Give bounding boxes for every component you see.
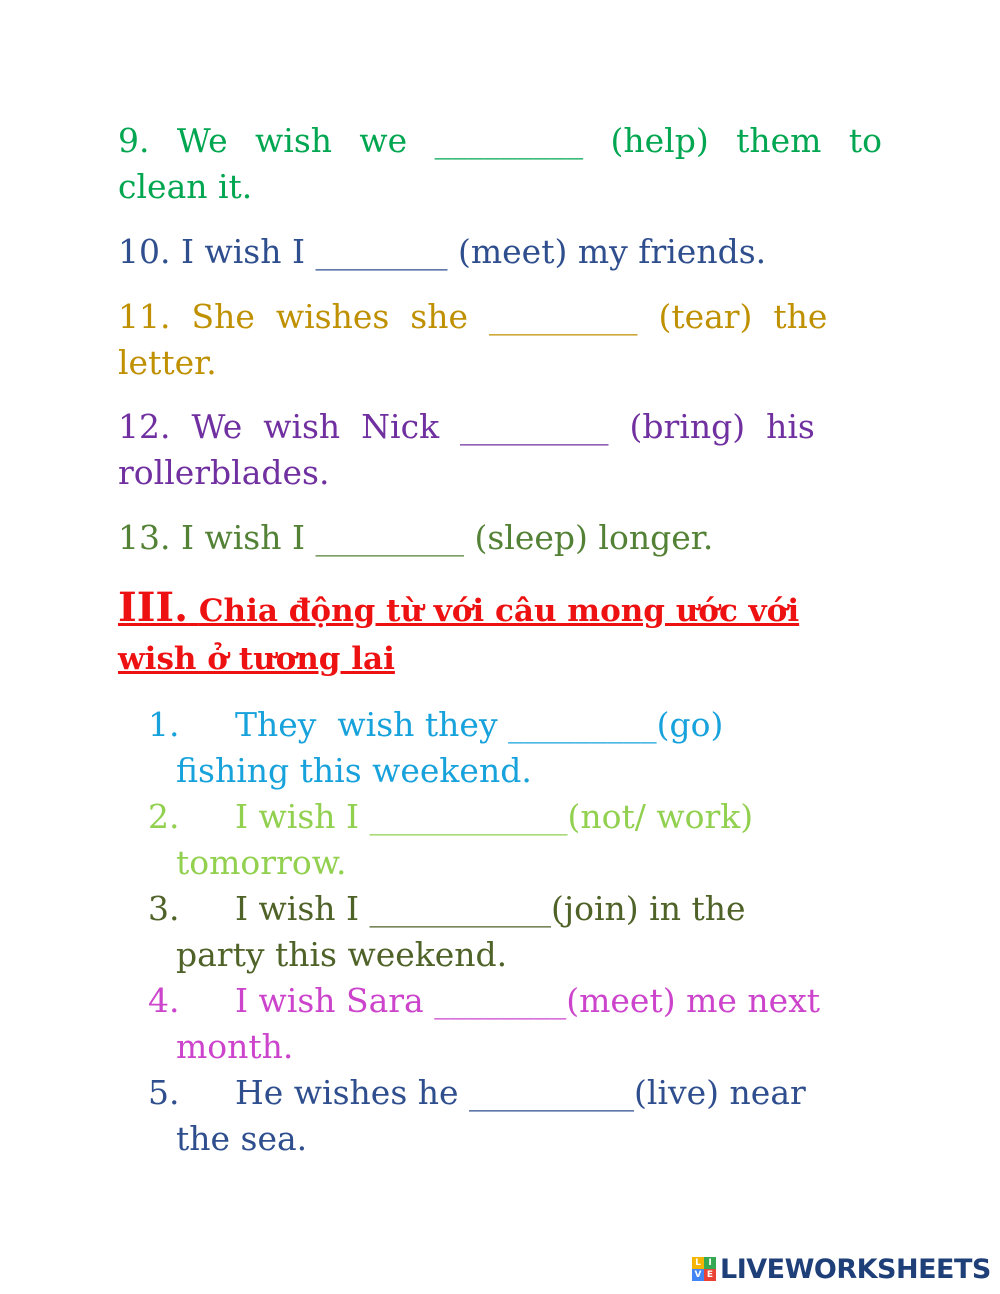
item-line2: month. [176,1027,294,1066]
exercise-9-line1: 9. We wish we _________ (help) them to [118,121,882,160]
exercise-11-line1: 11. She wishes she _________ (tear) the [118,297,828,336]
item-line1: He wishes he __________(live) near [235,1073,806,1112]
exercise-9-line2: clean it. [118,167,253,206]
item-number: 3. [148,889,180,928]
logo-letter: V [692,1269,704,1281]
item-line1: I wish I ___________(join) in the [235,889,746,928]
exercise-12-line2: rollerblades. [118,453,330,492]
section-3-title-line1: Chia động từ với câu mong ước với [198,593,800,629]
section-3-title-line2: wish ở tương lai [118,641,395,677]
liveworksheets-logo [692,1254,991,1284]
item-number: 1. [148,705,180,744]
item-number: 4. [148,981,180,1020]
item-number: 2. [148,797,180,836]
logo-letter: I [704,1257,716,1269]
exercise-13-line1: 13. I wish I _________ (sleep) longer. [118,518,714,557]
exercise-10 [118,229,882,275]
exercise-9 [118,118,882,210]
exercise-11 [118,294,882,386]
logo-text: LIVEWORKSHEETS [720,1253,991,1285]
exercise-12-line1: 12. We wish Nick _________ (bring) his [118,407,815,446]
item-line2: tomorrow. [176,843,347,882]
item-line1: I wish I ____________(not/ work) [235,797,754,836]
item-line1: They wish they _________(go) [235,705,724,744]
logo-letter: L [692,1257,704,1269]
item-line2: the sea. [176,1119,308,1158]
section-3-number: III. [118,584,189,631]
exercise-10-line1: 10. I wish I ________ (meet) my friends. [118,232,767,271]
item-number: 5. [148,1073,180,1112]
exercise-13 [118,515,882,561]
item-line1: I wish Sara ________(meet) me next [235,981,821,1020]
section-3-heading [118,584,888,683]
item-line2: fishing this weekend. [176,751,532,790]
logo-letter: E [704,1269,716,1281]
exercise-12 [118,404,882,496]
item-line2: party this weekend. [176,935,508,974]
logo-mark-icon [692,1257,716,1281]
exercise-11-line2: letter. [118,343,217,382]
